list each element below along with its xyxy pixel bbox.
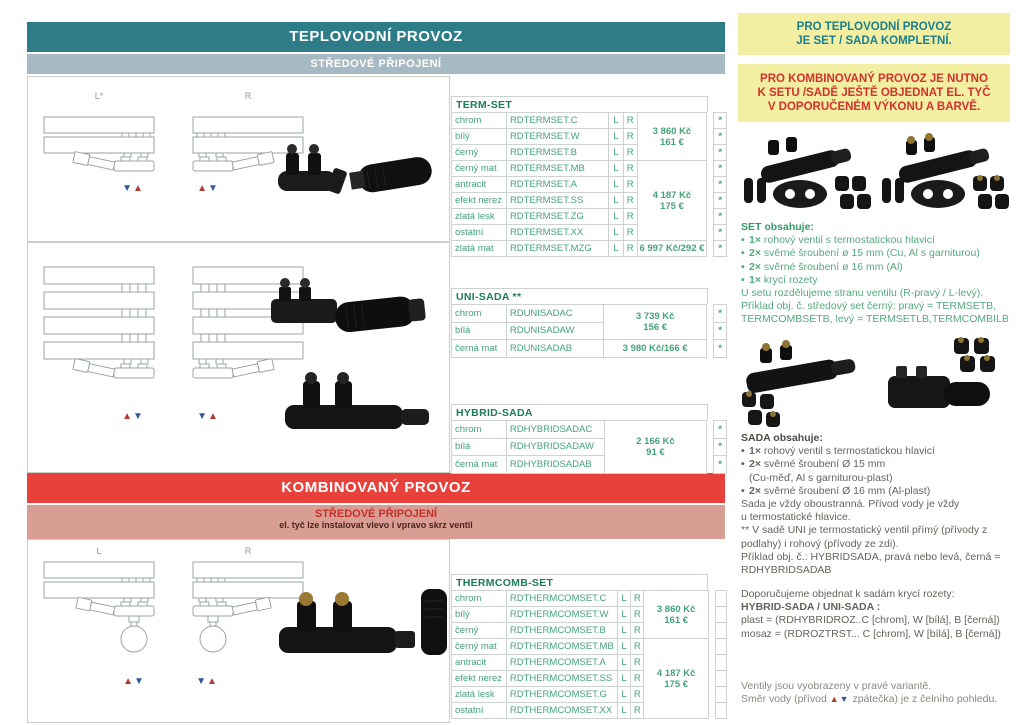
return-triangle-icon: ▼ <box>133 411 144 422</box>
section-header-kombinovany: KOMBINOVANÝ PROVOZ <box>27 473 725 503</box>
color-name: zlatá lesk <box>452 687 507 703</box>
right-variant: R <box>623 193 637 209</box>
text-line: Příklad obj. č. středový set černý: pravý = TERMSETB, <box>741 300 997 313</box>
flow-direction-left <box>117 676 151 687</box>
availability-mark: * <box>714 421 727 439</box>
text-line: K SETU /SADĚ JEŠTĚ OBJEDNAT EL. TYČ <box>757 87 991 99</box>
radiator-drawing-left <box>42 558 167 678</box>
left-variant: L <box>609 225 624 241</box>
price-table <box>451 590 727 719</box>
product-code: RDTHERMCOMSET.C <box>506 591 617 607</box>
color-name: bílý <box>452 129 507 145</box>
subheader-line2: el. tyč lze instalovat vlevo i vpravo skrz ventil <box>279 520 473 530</box>
right-variant: R <box>631 639 644 655</box>
product-code: RDTERMSET.MB <box>506 161 608 177</box>
table-hybrid-sada <box>451 404 727 474</box>
product-code: RDUNISADAW <box>506 322 603 340</box>
right-variant: R <box>631 655 644 671</box>
table-title: THERMCOMB-SET <box>451 574 708 590</box>
text-line: PRO TEPLOVODNÍ PROVOZ <box>796 21 952 33</box>
color-name: chrom <box>452 421 507 439</box>
color-name: černý <box>452 145 507 161</box>
sada-contents-bullets <box>741 445 1019 498</box>
set-contents-bullets <box>741 234 1019 287</box>
return-triangle-icon: ▼ <box>197 411 208 422</box>
availability-mark: * <box>714 113 727 129</box>
left-variant: L <box>617 671 631 687</box>
table-title: HYBRID-SADA <box>451 404 708 420</box>
availability-mark <box>716 591 727 607</box>
availability-mark <box>716 671 727 687</box>
left-variant: L <box>609 241 624 257</box>
flow-direction-left <box>116 183 150 194</box>
bullet-line: • 2× svěrné šroubení Ø 15 mm <box>741 458 886 471</box>
left-variant: L <box>609 161 624 177</box>
right-variant: R <box>623 145 637 161</box>
supply-triangle-icon: ▲ <box>123 676 134 687</box>
text-line: podlahy) i rohový (přívody ze zdi). <box>741 537 899 550</box>
availability-mark: * <box>714 209 727 225</box>
footer-note-prefix: Směr vody (přívod <box>741 693 830 706</box>
supply-triangle-icon: ▲ <box>133 183 144 194</box>
color-name: černý <box>452 623 507 639</box>
color-name: antracit <box>452 177 507 193</box>
flow-direction-right <box>191 411 225 422</box>
supply-triangle-icon: ▲ <box>122 411 133 422</box>
availability-mark: * <box>714 456 727 474</box>
product-code: RDUNISADAC <box>506 305 603 323</box>
spacer <box>709 671 716 687</box>
right-variant: R <box>631 591 644 607</box>
spacer <box>707 438 714 456</box>
availability-mark <box>716 687 727 703</box>
text-line: JE SET / SADA KOMPLETNÍ. <box>796 35 952 47</box>
product-code: RDTHERMCOMSET.A <box>506 655 617 671</box>
spacer <box>707 145 714 161</box>
color-name: černý mat <box>452 639 507 655</box>
spacer <box>707 177 714 193</box>
text-line: TERMCOMBSETB, levý = TERMSETLB,TERMCOMBILB <box>741 313 1009 326</box>
price: 6 997 Kč/292 € <box>637 241 707 257</box>
availability-mark: * <box>714 322 727 340</box>
bullet-line: • 2× svěrné šroubení ø 16 mm (Al) <box>741 260 903 273</box>
table-row <box>452 305 727 323</box>
drawing-block-thermcomb <box>27 539 450 723</box>
footer-note-line1: Ventily jsou vyobrazeny v pravé variantě. <box>741 680 932 692</box>
left-variant: L <box>609 145 624 161</box>
price: 2 166 Kč 91 € <box>604 421 706 474</box>
right-variant: R <box>623 225 637 241</box>
price-table <box>451 112 727 257</box>
table-row <box>452 113 727 129</box>
recommendation-lines <box>741 614 1019 640</box>
availability-mark: * <box>714 241 727 257</box>
set-contents-notes <box>741 287 1019 327</box>
spacer <box>707 193 714 209</box>
subheader-stredove-pripojeni-2 <box>27 505 725 539</box>
color-name: zlatá mat <box>452 241 507 257</box>
right-variant: R <box>623 113 637 129</box>
section-header-teplovodni: TEPLOVODNÍ PROVOZ <box>27 22 725 52</box>
table-term-set <box>451 96 727 257</box>
bullet-line: • 1× krycí rozety <box>741 273 818 286</box>
spacer <box>707 456 714 474</box>
left-variant: L <box>617 703 631 719</box>
subheader-stredove-pripojeni-1: STŘEDOVÉ PŘIPOJENÍ <box>27 54 725 74</box>
left-variant: L <box>609 209 624 225</box>
left-variant: L <box>617 655 631 671</box>
color-name: chrom <box>452 305 507 323</box>
table-row <box>452 639 727 655</box>
color-name: ostatní <box>452 703 507 719</box>
product-code: RDTERMSET.ZG <box>506 209 608 225</box>
product-code: RDTERMSET.C <box>506 113 608 129</box>
color-name: černý mat <box>452 161 507 177</box>
product-code: RDUNISADAB <box>506 340 603 358</box>
product-photo-uni-sada <box>263 261 443 356</box>
right-variant: R <box>631 687 644 703</box>
product-code: RDTHERMCOMSET.SS <box>506 671 617 687</box>
left-variant: L <box>609 113 624 129</box>
right-variant: R <box>623 241 637 257</box>
price: 4 187 Kč 175 € <box>637 161 707 241</box>
bullet-line: • 2× svěrné šroubení Ø 16 mm (Al-plast) <box>741 484 931 497</box>
table-row <box>452 161 727 177</box>
right-variant-label: R <box>244 546 252 556</box>
right-variant: R <box>623 129 637 145</box>
availability-mark: * <box>714 177 727 193</box>
left-variant: L <box>617 623 631 639</box>
availability-mark: * <box>714 193 727 209</box>
product-code: RDTERMSET.W <box>506 129 608 145</box>
footer-note-suffix: zpátečka) je z čelního pohledu. <box>849 693 998 706</box>
spacer <box>709 703 716 719</box>
text-line: Příklad obj. č.: HYBRIDSADA, pravá nebo levá, černá = <box>741 550 1001 563</box>
set-contents-section <box>741 221 1019 327</box>
supply-triangle-icon: ▲ <box>207 676 218 687</box>
product-code: RDTHERMCOMSET.W <box>506 607 617 623</box>
bullet-line: • 1× rohový ventil s termostatickou hlavicí <box>741 445 935 458</box>
color-name: zlatá lesk <box>452 209 507 225</box>
set-contents-heading: SET obsahuje: <box>741 221 814 233</box>
spacer <box>707 421 714 439</box>
return-triangle-icon: ▼ <box>196 676 207 687</box>
product-photo-term-set <box>268 117 443 222</box>
availability-mark <box>716 703 727 719</box>
table-row <box>452 421 727 439</box>
sada-contents-heading: SADA obsahuje: <box>741 432 823 444</box>
spacer <box>709 639 716 655</box>
flow-direction-right <box>191 183 225 194</box>
drawing-block-uni-hybrid <box>27 242 450 473</box>
right-variant: R <box>623 177 637 193</box>
spacer <box>707 340 714 358</box>
product-code: RDTERMSET.B <box>506 145 608 161</box>
text-line: plast = (RDHYBRIDROZ..C [chrom], W [bílá], B [černá]) <box>741 614 1000 627</box>
bullet-line: • 2× svěrné šroubení ø 15 mm (Cu, Al s garniturou) <box>741 247 980 260</box>
product-code: RDTERMSET.XX <box>506 225 608 241</box>
radiator-drawing-left <box>42 263 167 423</box>
text-line: RDHYBRIDSADAB <box>741 564 832 577</box>
price-table <box>451 304 727 358</box>
product-photo-set-kits <box>738 130 1010 218</box>
product-code: RDTERMSET.A <box>506 177 608 193</box>
subheader-line1: STŘEDOVÉ PŘIPOJENÍ <box>314 508 438 520</box>
availability-mark: * <box>714 305 727 323</box>
spacer <box>707 322 714 340</box>
table-uni-sada <box>451 288 727 358</box>
availability-mark: * <box>714 129 727 145</box>
recommendation-heading: HYBRID-SADA / UNI-SADA : <box>741 601 881 614</box>
spacer <box>709 591 716 607</box>
bullet-line: • 1× rohový ventil s termostatickou hlavicí <box>741 234 935 247</box>
return-triangle-icon: ▼ <box>839 694 850 705</box>
return-triangle-icon: ▼ <box>134 676 145 687</box>
availability-mark <box>716 607 727 623</box>
color-name: efekt nerez <box>452 671 507 687</box>
color-name: antracit <box>452 655 507 671</box>
sada-contents-section <box>741 432 1019 577</box>
left-variant-label: L <box>96 546 102 556</box>
supply-triangle-icon: ▲ <box>197 183 208 194</box>
text-line: u termostatické hlavice. <box>741 511 851 524</box>
availability-mark: * <box>714 145 727 161</box>
product-code: RDHYBRIDSADAW <box>506 438 604 456</box>
left-variant: L <box>617 687 631 703</box>
spacer <box>707 129 714 145</box>
recommendation-intro: Doporučujeme objednat k sadám krycí rozety: <box>741 588 955 600</box>
bullet-line: (Cu-měď, Al s garniturou-plast) <box>749 471 893 484</box>
color-name: chrom <box>452 113 507 129</box>
color-name: bílá <box>452 322 507 340</box>
spacer <box>709 607 716 623</box>
color-name: efekt nerez <box>452 193 507 209</box>
flow-direction-left <box>116 411 150 422</box>
availability-mark <box>716 655 727 671</box>
spacer <box>707 225 714 241</box>
left-variant: L <box>617 591 631 607</box>
spacer <box>707 113 714 129</box>
color-name: černá mat <box>452 340 507 358</box>
price: 3 860 Kč 161 € <box>644 591 709 639</box>
right-variant: R <box>631 623 644 639</box>
spacer <box>707 305 714 323</box>
left-variant: L <box>617 639 631 655</box>
price: 3 980 Kč/166 € <box>604 340 707 358</box>
color-name: chrom <box>452 591 507 607</box>
footer-note <box>741 680 1019 706</box>
spacer <box>707 241 714 257</box>
product-code: RDTERMSET.SS <box>506 193 608 209</box>
text-line: ** V sadě UNI je termostatický ventil přímý (přívody z <box>741 524 988 537</box>
color-name: černá mat <box>452 456 507 474</box>
product-code: RDHYBRIDSADAB <box>506 456 604 474</box>
price-table <box>451 420 727 474</box>
spacer <box>707 161 714 177</box>
price: 3 739 Kč 156 € <box>604 305 707 340</box>
footer-note-line2 <box>741 693 1019 706</box>
supply-triangle-icon: ▲ <box>829 694 840 705</box>
flow-direction-right <box>190 676 224 687</box>
availability-mark: * <box>714 340 727 358</box>
drawing-block-term-set <box>27 76 450 242</box>
left-variant: L <box>609 177 624 193</box>
table-row <box>452 241 727 257</box>
product-code: RDTHERMCOMSET.B <box>506 623 617 639</box>
recommendation-section <box>741 588 1019 641</box>
spacer <box>709 655 716 671</box>
flow-direction-legend <box>830 694 850 704</box>
product-code: RDTHERMCOMSET.XX <box>506 703 617 719</box>
table-thermcomb-set <box>451 574 727 719</box>
text-line: mosaz = (RDROZTRST... C [chrom], W [bílá], B [černá]) <box>741 627 1001 640</box>
note-box-teplovodni <box>738 13 1010 55</box>
price: 3 860 Kč 161 € <box>637 113 707 161</box>
availability-mark: * <box>714 225 727 241</box>
spacer <box>707 209 714 225</box>
right-variant: R <box>623 209 637 225</box>
product-code: RDTHERMCOMSET.MB <box>506 639 617 655</box>
right-variant: R <box>631 703 644 719</box>
product-code: RDHYBRIDSADAC <box>506 421 604 439</box>
supply-triangle-icon: ▲ <box>208 411 219 422</box>
left-variant: L <box>609 193 624 209</box>
text-line: PRO KOMBINOVANÝ PROVOZ JE NUTNO <box>760 73 988 85</box>
color-name: bílý <box>452 607 507 623</box>
table-row <box>452 340 727 358</box>
table-title: TERM-SET <box>451 96 708 112</box>
price: 4 187 Kč 175 € <box>644 639 709 719</box>
right-variant: R <box>631 671 644 687</box>
right-variant: R <box>631 607 644 623</box>
color-name: bílá <box>452 438 507 456</box>
right-variant: R <box>623 161 637 177</box>
table-row <box>452 591 727 607</box>
return-triangle-icon: ▼ <box>122 183 133 194</box>
availability-mark <box>716 623 727 639</box>
product-photo-hybrid-sada <box>273 361 453 461</box>
right-variant-label: R <box>244 91 252 101</box>
color-name: ostatní <box>452 225 507 241</box>
availability-mark: * <box>714 161 727 177</box>
spacer <box>709 623 716 639</box>
product-photo-thermcomb-set <box>273 565 453 705</box>
spacer <box>709 687 716 703</box>
left-variant-label: L* <box>94 91 104 101</box>
availability-mark: * <box>714 438 727 456</box>
text-line: Sada je vždy oboustranná. Přívod vody je vždy <box>741 498 960 511</box>
text-line: U setu rozdělujeme stranu ventilu (R-pravý / L-levý). <box>741 287 984 300</box>
table-title: UNI-SADA ** <box>451 288 708 304</box>
text-line: V DOPORUČENÉM VÝKONU A BARVĚ. <box>767 101 981 113</box>
sada-contents-notes <box>741 498 1019 577</box>
left-variant: L <box>609 129 624 145</box>
return-triangle-icon: ▼ <box>208 183 219 194</box>
note-box-kombinovany <box>738 64 1010 122</box>
product-photo-sada-kits <box>738 336 1010 428</box>
left-variant: L <box>617 607 631 623</box>
availability-mark <box>716 639 727 655</box>
product-code: RDTERMSET.MZG <box>506 241 608 257</box>
product-code: RDTHERMCOMSET.G <box>506 687 617 703</box>
